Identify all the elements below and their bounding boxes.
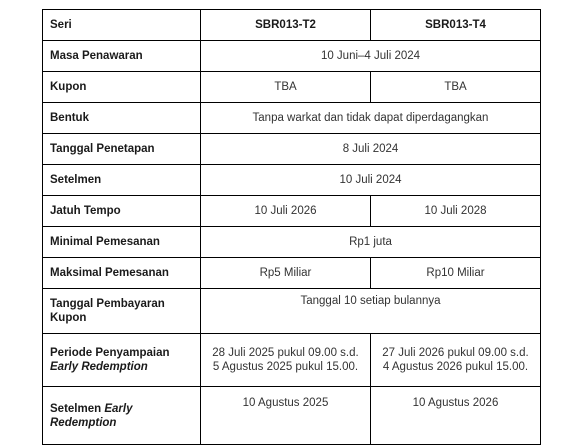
label-tanggal-penetapan: Tanggal Penetapan	[43, 134, 201, 165]
row-minimal-pemesanan	[43, 227, 541, 258]
row-masa-penawaran	[43, 41, 541, 72]
label-tanggal-pembayaran-line2: Kupon	[50, 312, 87, 324]
label-setelmen: Setelmen	[43, 165, 201, 196]
value-periode-t2-line2: 5 Agustus 2025 pukul 15.00.	[212, 361, 359, 373]
value-setelmen-early-t2: 10 Agustus 2025	[201, 387, 371, 445]
row-setelmen-early-redemption	[43, 387, 541, 445]
value-jatuh-tempo-t4: 10 Juli 2028	[371, 196, 541, 227]
label-minimal-pemesanan: Minimal Pemesanan	[43, 227, 201, 258]
label-setelmen-early-part2: Early	[104, 402, 133, 415]
header-sbr013-t2: SBR013-T2	[201, 10, 371, 41]
value-bentuk: Tanpa warkat dan tidak dapat diperdagangkan	[201, 103, 541, 134]
row-jatuh-tempo	[43, 196, 541, 227]
row-tanggal-pembayaran-kupon	[43, 289, 541, 334]
value-kupon-t4: TBA	[371, 72, 541, 103]
value-kupon-t2: TBA	[201, 72, 371, 103]
label-periode-penyampaian	[43, 334, 201, 387]
document-wrapper	[42, 9, 541, 445]
label-bentuk: Bentuk	[43, 103, 201, 134]
value-tanggal-penetapan: 8 Juli 2024	[201, 134, 541, 165]
row-maksimal-pemesanan	[43, 258, 541, 289]
label-setelmen-early-part1: Setelmen	[50, 402, 105, 415]
label-masa-penawaran: Masa Penawaran	[43, 41, 201, 72]
label-periode-line2: Early Redemption	[50, 361, 148, 373]
header-row	[43, 10, 541, 41]
label-setelmen-early-line2: Redemption	[50, 416, 117, 429]
value-maksimal-pemesanan-t2: Rp5 Miliar	[201, 258, 371, 289]
value-masa-penawaran: 10 Juni–4 Juli 2024	[201, 41, 541, 72]
label-tanggal-pembayaran-kupon	[43, 289, 201, 334]
row-tanggal-penetapan	[43, 134, 541, 165]
value-setelmen-early-t4: 10 Agustus 2026	[371, 387, 541, 445]
value-minimal-pemesanan: Rp1 juta	[201, 227, 541, 258]
row-kupon	[43, 72, 541, 103]
row-periode-penyampaian	[43, 334, 541, 387]
value-setelmen: 10 Juli 2024	[201, 165, 541, 196]
value-periode-t2	[201, 334, 371, 387]
row-bentuk	[43, 103, 541, 134]
label-tanggal-pembayaran-line1: Tanggal Pembayaran	[50, 298, 165, 310]
label-jatuh-tempo: Jatuh Tempo	[43, 196, 201, 227]
header-seri: Seri	[43, 10, 201, 41]
value-periode-t4-line1: 27 Juli 2026 pukul 09.00 s.d.	[382, 347, 529, 359]
label-setelmen-early-redemption	[43, 387, 201, 445]
value-maksimal-pemesanan-t4: Rp10 Miliar	[371, 258, 541, 289]
header-sbr013-t4: SBR013-T4	[371, 10, 541, 41]
label-maksimal-pemesanan: Maksimal Pemesanan	[43, 258, 201, 289]
value-tanggal-pembayaran-kupon: Tanggal 10 setiap bulannya	[201, 289, 541, 334]
label-periode-line1: Periode Penyampaian	[50, 347, 170, 359]
value-periode-t2-line1: 28 Juli 2025 pukul 09.00 s.d.	[212, 347, 359, 359]
value-periode-t4	[371, 334, 541, 387]
sbr013-info-table	[42, 9, 541, 445]
label-kupon: Kupon	[43, 72, 201, 103]
value-jatuh-tempo-t2: 10 Juli 2026	[201, 196, 371, 227]
row-setelmen	[43, 165, 541, 196]
value-periode-t4-line2: 4 Agustus 2026 pukul 15.00.	[382, 361, 529, 373]
